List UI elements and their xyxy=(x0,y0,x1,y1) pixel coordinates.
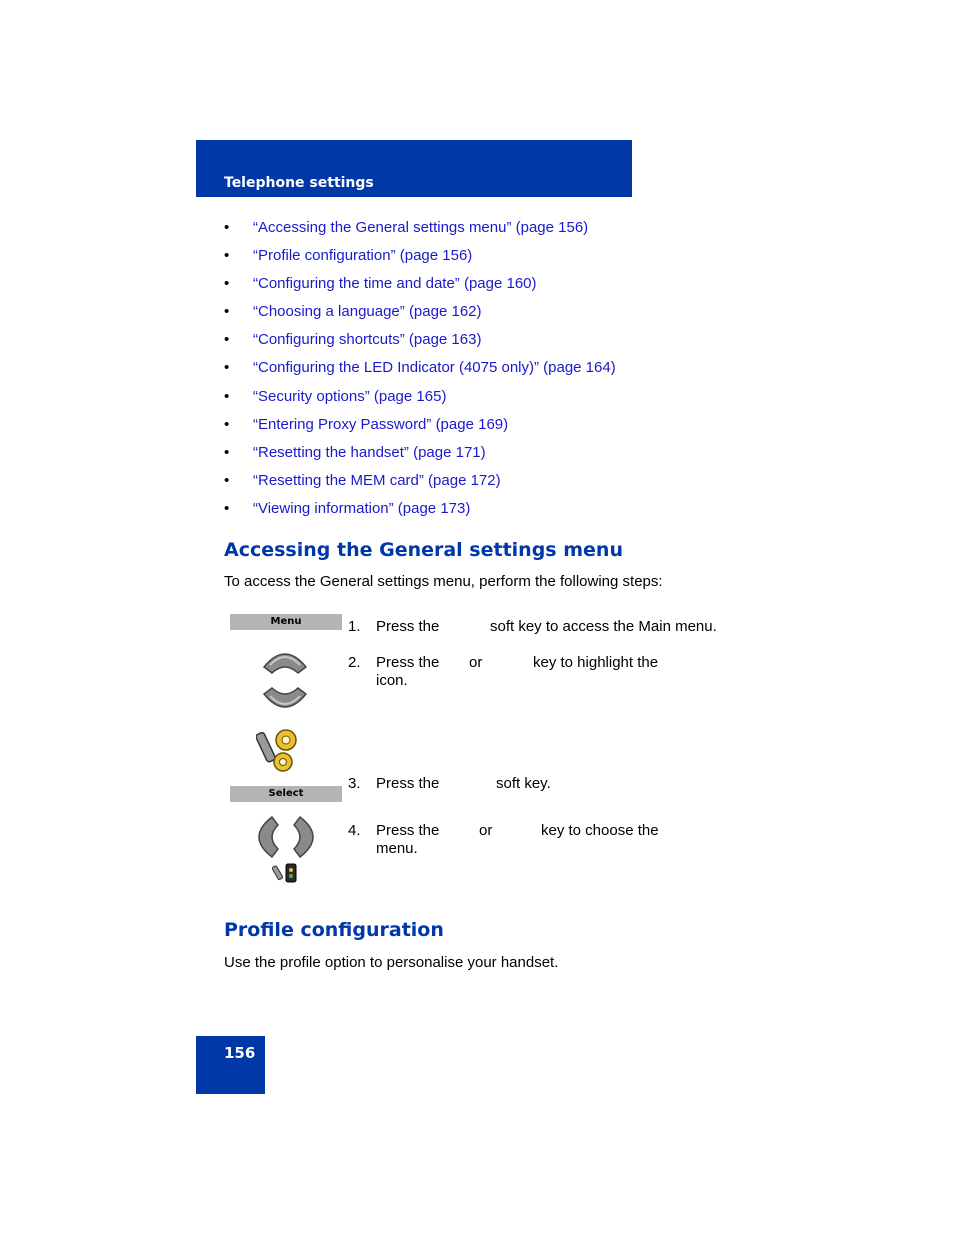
bullet: • xyxy=(224,443,230,461)
step-text: or xyxy=(469,654,483,671)
step-text: key to highlight the xyxy=(533,654,659,671)
nav-up-key-icon xyxy=(262,647,308,675)
bullet: • xyxy=(224,387,230,405)
toc-link[interactable]: “Configuring shortcuts” (page 163) xyxy=(253,331,482,349)
step-text: icon. xyxy=(376,672,408,689)
bullet: • xyxy=(224,275,230,293)
section-heading-general-settings: Accessing the General settings menu xyxy=(224,539,623,561)
toc-link[interactable]: “Profile configuration” (page 156) xyxy=(253,247,473,265)
header-bar xyxy=(196,140,632,197)
step-text: soft key. xyxy=(496,775,551,792)
toc-link[interactable]: “Security options” (page 165) xyxy=(253,387,447,405)
general-settings-small-icon xyxy=(272,862,300,884)
section-intro: Use the profile option to personalise your handset. xyxy=(224,954,559,971)
toc-link[interactable]: “Resetting the MEM card” (page 172) xyxy=(253,471,501,489)
step-text: menu. xyxy=(376,840,418,857)
toc-link[interactable]: “Resetting the handset” (page 171) xyxy=(253,443,486,461)
bullet: • xyxy=(224,247,230,265)
step-text: Press the xyxy=(376,618,440,635)
nav-left-key-icon xyxy=(252,815,282,859)
toc-link[interactable]: “Choosing a language” (page 162) xyxy=(253,303,482,321)
toc-link[interactable]: “Accessing the General settings menu” (page 156) xyxy=(253,219,589,236)
step-text: or xyxy=(479,822,493,839)
bullet: • xyxy=(224,415,230,433)
step-text: Press the xyxy=(376,654,440,671)
bullet: • xyxy=(224,359,230,377)
step-text: Press the xyxy=(376,775,440,792)
step-number: 2. xyxy=(348,654,361,671)
toc-link[interactable]: “Configuring the time and date” (page 160) xyxy=(253,275,537,293)
step-text: key to choose the xyxy=(541,822,659,839)
toc-link[interactable]: “Viewing information” (page 173) xyxy=(253,499,471,517)
header-title: Telephone settings xyxy=(224,175,374,191)
toc-link[interactable]: “Configuring the LED Indicator (4075 only)” (page 164) xyxy=(253,359,616,377)
bullet: • xyxy=(224,303,230,321)
bullet: • xyxy=(224,499,230,517)
step-text: soft key to access the Main menu. xyxy=(490,618,717,635)
nav-down-key-icon xyxy=(262,686,308,714)
select-softkey: Select xyxy=(230,786,342,802)
bullet: • xyxy=(224,471,230,489)
nav-right-key-icon xyxy=(290,815,320,859)
step-number: 1. xyxy=(348,618,361,635)
step-number: 4. xyxy=(348,822,361,839)
step-number: 3. xyxy=(348,775,361,792)
bullet: • xyxy=(224,219,230,236)
section-heading-profile-configuration: Profile configuration xyxy=(224,919,444,941)
page-number: 156 xyxy=(224,1044,256,1062)
settings-gear-wrench-icon xyxy=(256,724,302,774)
step-text: Press the xyxy=(376,822,440,839)
section-intro: To access the General settings menu, perform the following steps: xyxy=(224,573,663,590)
menu-softkey: Menu xyxy=(230,614,342,630)
toc-link[interactable]: “Entering Proxy Password” (page 169) xyxy=(253,415,509,433)
bullet: • xyxy=(224,331,230,349)
page-number-box xyxy=(196,1036,265,1094)
